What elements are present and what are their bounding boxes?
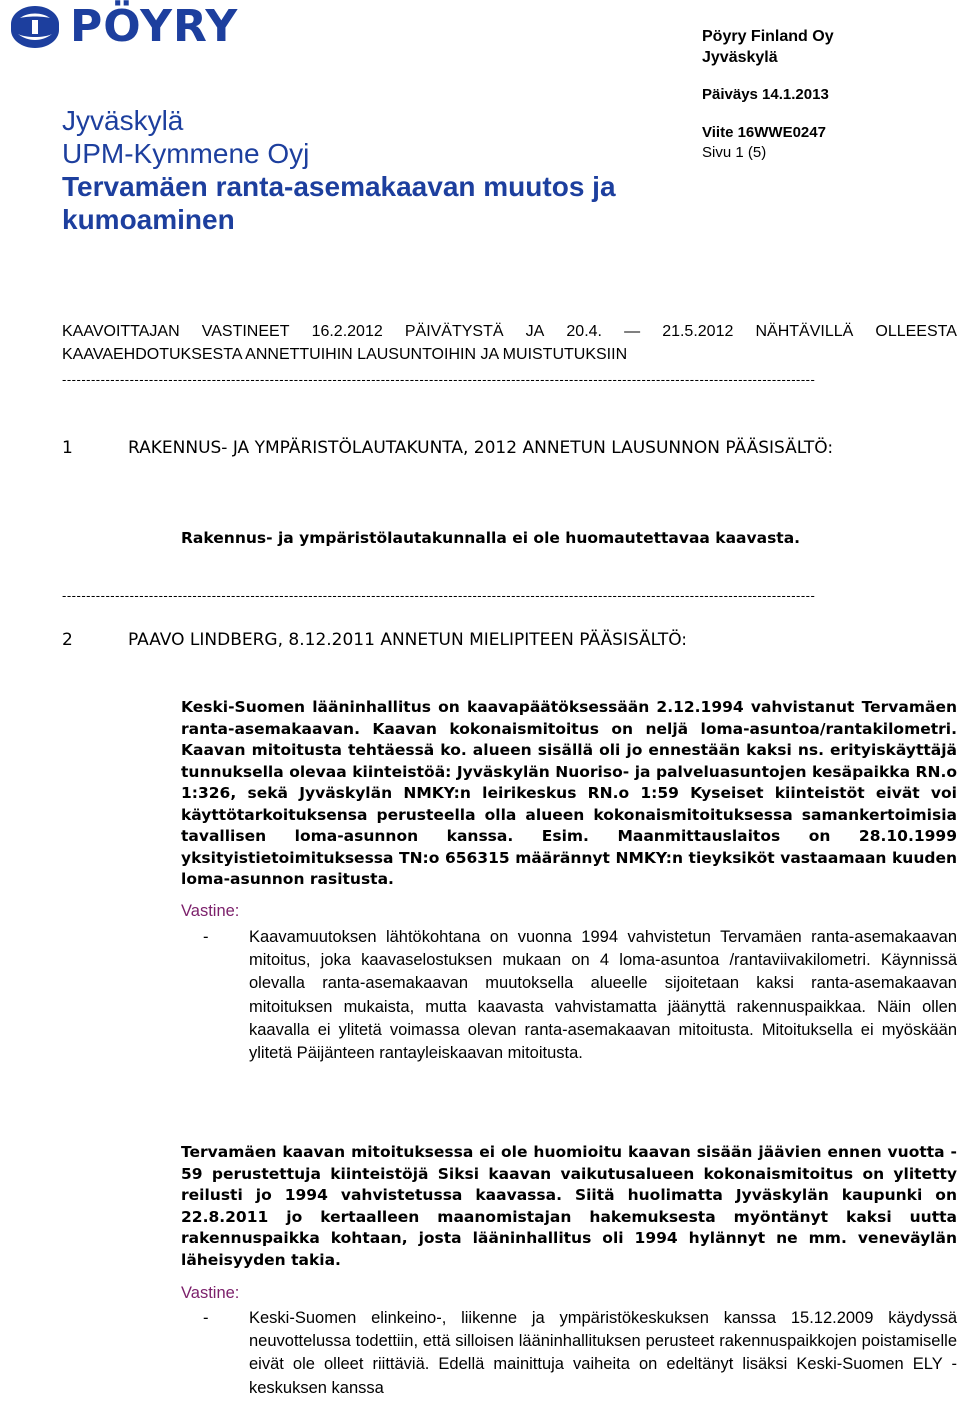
subject-word: 16.2.2012 bbox=[311, 323, 383, 340]
subject-word: JA bbox=[525, 323, 545, 340]
document-reference: Viite 16WWE0247 bbox=[702, 124, 826, 141]
logo-wordmark: PÖYRY bbox=[70, 1, 239, 52]
section-heading bbox=[62, 436, 958, 460]
section-heading bbox=[62, 628, 958, 652]
section-number: 1 bbox=[62, 438, 73, 458]
document-titles bbox=[62, 104, 692, 236]
response-text: Keski-Suomen elinkeino-, liikenne ja ympäristökeskuksen kanssa 15.12.2009 käydyssä neuvottelussa todettiin, että silloisen lääninhallituksen perusteet rakennuspaikkojen poistamiselle eivät ole olleet riittäviä. Edellä mainittuja vaiheita on edeltänyt lisäksi Keski-Suomen ELY -keskuksen kanssa bbox=[249, 1309, 957, 1397]
document-subject bbox=[62, 320, 957, 366]
opinion-summary: Keski-Suomen lääninhallitus on kaavapäätöksessään 2.12.1994 vahvistanut Tervamäen ranta-asemakaavan. Kaavan kokonaismitoitus on neljä loma-asuntoa/rantakilometri. Kaavan mitoitusta tehtäessä ko. alueen sisällä oli jo ennestään kaksi ns. erityiskäyttäjä tunnuksella olevaa kiinteistöä: Jyväskylän Nuoriso- ja palveluasuntojen kesäpaikka RN.o 1:326, sekä Jyväskylän NMKY:n leirikeskus RN.o 1:59 Kyseiset kiinteistöt eivät voi käyttötarkoituksensa perusteella olla alueen kokonaismitoituksessa samankertoimisia tavallisen loma-asunnon kanssa. Esim. Maanmittauslaitos on 28.10.1999 yksityistietoimituksessa TN:o 656315 määrännyt NMKY:n tieyksiköt vastaamaan kuuden loma-asunnon rasitusta. bbox=[181, 698, 957, 888]
subject-line1 bbox=[62, 320, 957, 343]
subject-word: OLLEESTA bbox=[875, 323, 957, 340]
company-location: Jyväskylä bbox=[702, 49, 778, 66]
section-number: 2 bbox=[62, 630, 73, 650]
section-summary: Rakennus- ja ympäristölautakunnalla ei ole huomautettavaa kaavasta. bbox=[181, 529, 801, 547]
title-city: Jyväskylä bbox=[62, 105, 184, 136]
title-company: UPM-Kymmene Oyj bbox=[62, 138, 310, 169]
poyry-logo bbox=[8, 1, 239, 52]
company-block bbox=[702, 26, 834, 68]
title-subject-line2: kumoaminen bbox=[62, 204, 235, 235]
subject-word: KAAVOITTAJAN bbox=[62, 323, 180, 340]
subject-word: — bbox=[624, 323, 641, 340]
list-dash: - bbox=[203, 928, 209, 946]
vastine-label: Vastine: bbox=[181, 1284, 240, 1302]
section-title: PAAVO LINDBERG, 8.12.2011 ANNETUN MIELIPITEEN PÄÄSISÄLTÖ: bbox=[128, 630, 688, 650]
separator-line: ------------------------------------------------------------------------------------------------------------------------------------------------------------ bbox=[62, 372, 816, 387]
title-subject-line1: Tervamäen ranta-asemakaavan muutos ja bbox=[62, 171, 616, 202]
subject-word: PÄIVÄTYSTÄ bbox=[404, 323, 504, 340]
section-title: RAKENNUS- JA YMPÄRISTÖLAUTAKUNTA, 2012 ANNETUN LAUSUNNON PÄÄSISÄLTÖ: bbox=[128, 438, 834, 458]
vastine-label: Vastine: bbox=[181, 902, 240, 920]
document-date: Päiväys 14.1.2013 bbox=[702, 86, 829, 103]
separator-line: ------------------------------------------------------------------------------------------------------------------------------------------------------------ bbox=[62, 588, 816, 603]
subject-word: VASTINEET bbox=[201, 323, 290, 340]
subject-word: NÄHTÄVILLÄ bbox=[755, 323, 854, 340]
poyry-logo-mark-icon bbox=[8, 4, 62, 50]
subject-line2: KAAVAEHDOTUKSESTA ANNETTUIHIN LAUSUNTOIHIN JA MUISTUTUKSIIN bbox=[62, 346, 628, 363]
response-item bbox=[203, 1307, 957, 1400]
list-dash: - bbox=[203, 1309, 209, 1327]
response-text: Kaavamuutoksen lähtökohtana on vuonna 1994 vahvistetun Tervamäen ranta-asemakaavan mitoitus, joka kaavaselostuksen mukaan on 4 loma-asuntoa /rantaviivakilometri. Käynnissä olevalla ranta-asemakaavan muutoksella alueelle sijoitetaan kaksi ranta-asemakaavan mitoituksen mukaista, mutta kaavasta vahvistamatta jäänyttä rakennuspaikkaa. Näin ollen kaavalla ei ylitetä voimassa olevan ranta-asemakaavan mitoitusta. Mitoituksella ei myöskään ylitetä Päijänteen rantayleiskaavan mitoitusta. bbox=[249, 928, 957, 1063]
subject-word: 20.4. bbox=[566, 323, 602, 340]
subject-word: 21.5.2012 bbox=[662, 323, 734, 340]
opinion-summary: Tervamäen kaavan mitoituksessa ei ole huomioitu kaavan sisään jäävien ennen vuotta - 59 perustettuja kiinteistöjä Siksi kaavan vaikutusalueen kokonaismitoitus on ylitetty reilusti jo 1994 vahvistetussa kaavassa. Siitä huolimatta Jyväskylän kaupunki on 22.8.2011 jo kertaalleen maanomistajan hakemuksesta myöntänyt kaksi uutta rakennuspaikka kohtaan, josta lääninhallitus oli 1994 hylännyt ne mm. veneväylän läheisyyden takia. bbox=[181, 1143, 957, 1269]
page-number: Sivu 1 (5) bbox=[702, 144, 767, 161]
response-item bbox=[203, 926, 957, 1065]
company-name: Pöyry Finland Oy bbox=[702, 28, 834, 45]
